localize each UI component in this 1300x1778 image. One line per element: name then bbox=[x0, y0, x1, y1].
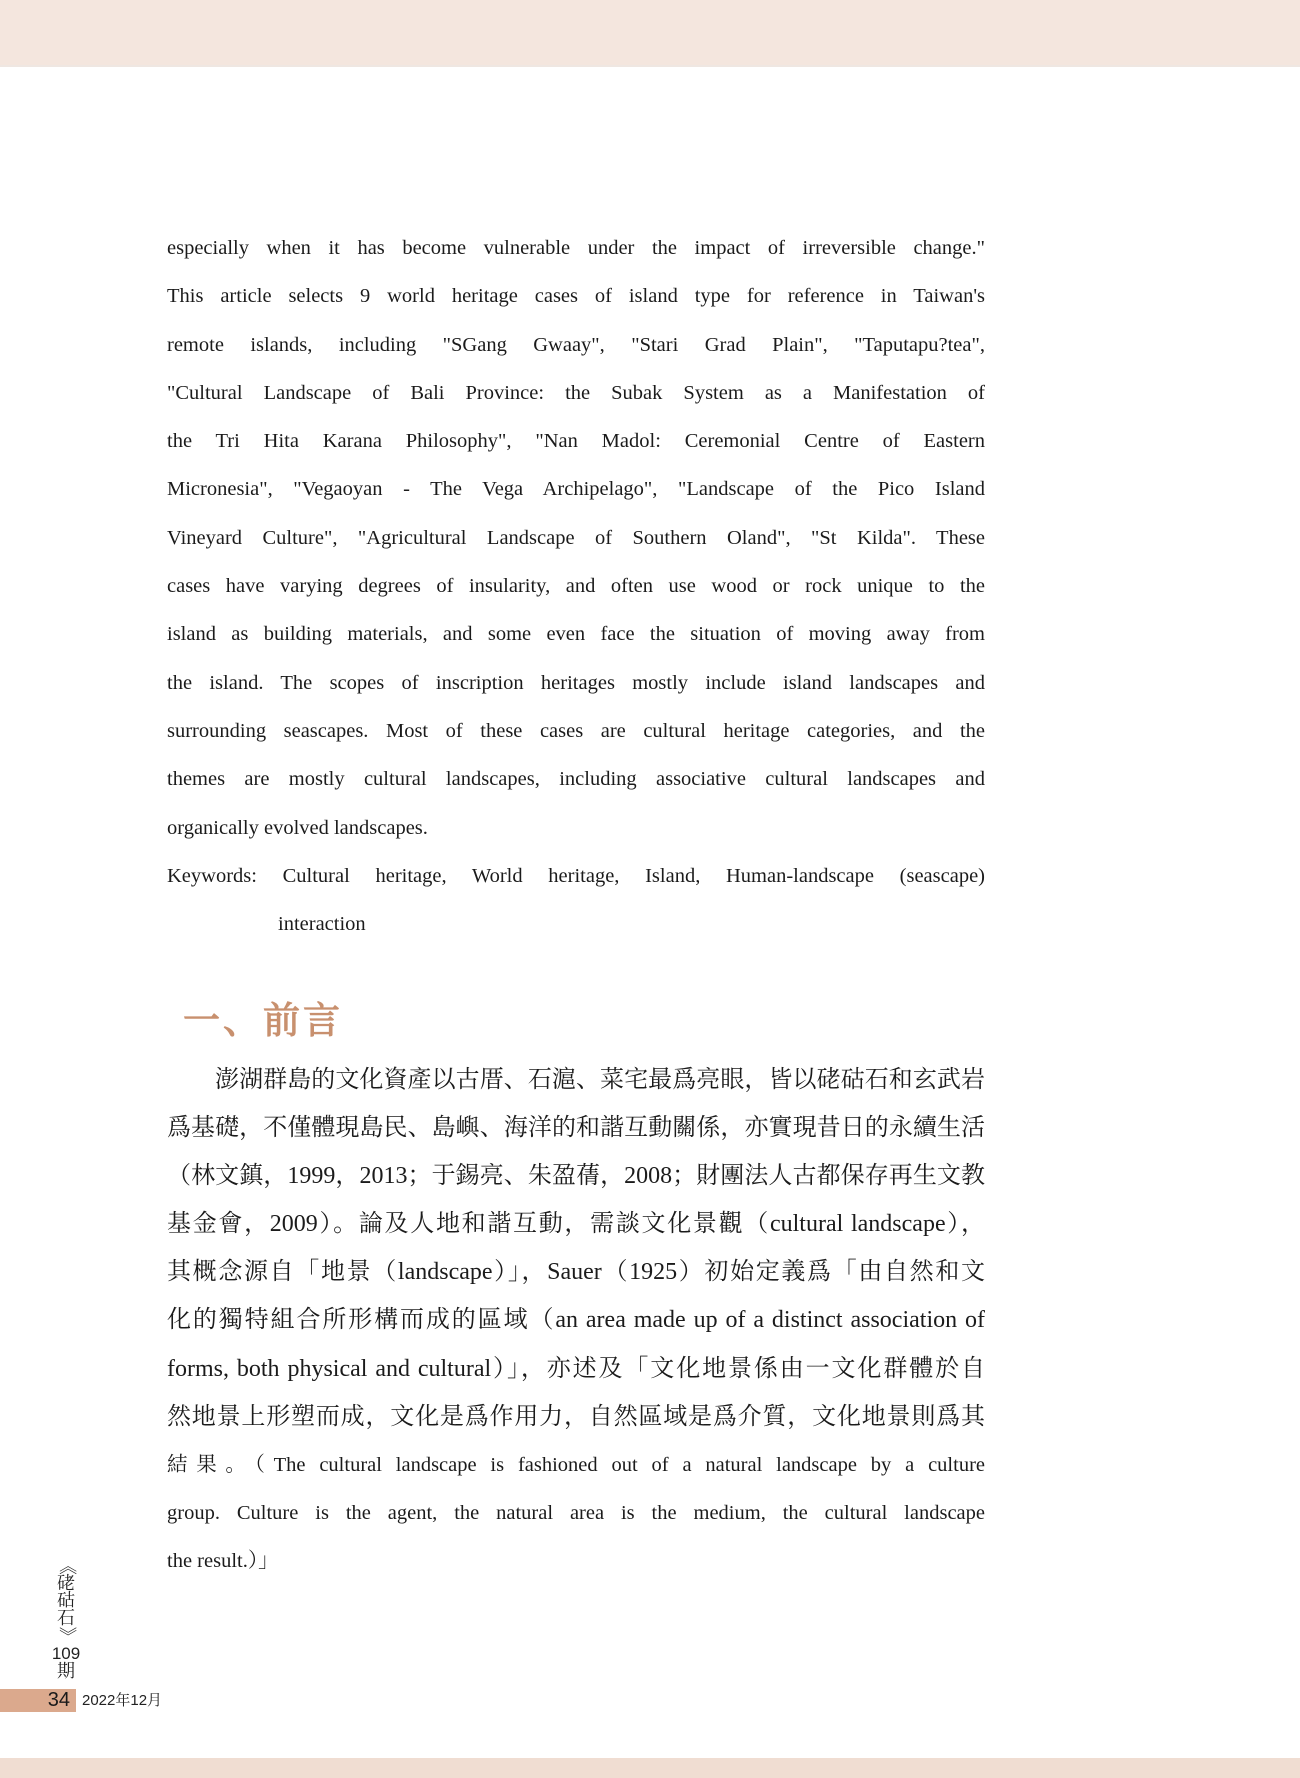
journal-title-char: 》 bbox=[56, 1626, 77, 1645]
abstract-line: This article selects 9 world heritage cases of island type for reference in Taiwan's bbox=[167, 285, 985, 308]
journal-title-vertical bbox=[50, 1557, 82, 1645]
keywords-lines bbox=[167, 852, 985, 949]
intro-line: 澎湖群島的文化資產以古厝、石滬、菜宅最爲亮眼，皆以硓𥑮石和玄武岩 bbox=[215, 1067, 985, 1093]
intro-line: 其概念源自「地景（landscape）」，Sauer（1925）初始定義爲「由自然和文 bbox=[167, 1259, 985, 1286]
abstract-line: "Cultural Landscape of Bali Province: the Subak System as a Manifestation of bbox=[167, 381, 985, 404]
abstract-line: island as building materials, and some even face the situation of moving away from bbox=[167, 623, 985, 646]
abstract-line: themes are mostly cultural landscapes, including associative cultural landscapes and bbox=[167, 768, 985, 791]
intro-line: 結果。（The cultural landscape is fashioned out of a natural landscape by a culture bbox=[167, 1453, 985, 1476]
intro-line: 然地景上形塑而成，文化是爲作用力，自然區域是爲介質，文化地景則爲其 bbox=[167, 1403, 985, 1430]
abstract-line: especially when it has become vulnerable under the impact of irreversible change." bbox=[167, 237, 985, 259]
intro-line: forms, both physical and cultural）」，亦述及「文化地景係由一文化群體於自 bbox=[167, 1355, 985, 1382]
abstract-paragraph bbox=[167, 224, 985, 948]
abstract-line: Micronesia", "Vegaoyan - The Vega Archipelago", "Landscape of the Pico Island bbox=[167, 478, 985, 501]
journal-title-chars bbox=[57, 1557, 75, 1645]
page-number: 34 bbox=[47, 1689, 70, 1711]
intro-line: （林文鎮，1999，2013；于錫亮、朱盈蒨，2008；財團法人古都保存再生文教 bbox=[167, 1163, 985, 1190]
top-header-bar bbox=[0, 0, 1300, 67]
issue-number: 109 bbox=[51, 1644, 81, 1663]
section-heading-intro: 一、前言 bbox=[183, 1000, 343, 1041]
intro-line: group. Culture is the agent, the natural area is the medium, the cultural landscape bbox=[167, 1501, 985, 1524]
abstract-line: Vineyard Culture", "Agricultural Landscape of Southern Oland", "St Kilda". These bbox=[167, 526, 985, 549]
abstract-lines bbox=[167, 224, 985, 852]
journal-title-char: 石 bbox=[57, 1607, 75, 1628]
abstract-line: the Tri Hita Karana Philosophy", "Nan Madol: Ceremonial Centre of Eastern bbox=[167, 430, 985, 453]
page-number-box bbox=[0, 1689, 76, 1712]
intro-line: 基金會，2009）。論及人地和諧互動，需談文化景觀（cultural landscape）， bbox=[167, 1211, 985, 1238]
intro-line: 爲基礎，不僅體現島民、島嶼、海洋的和諧互動關係，亦實現昔日的永續生活 bbox=[167, 1115, 985, 1142]
abstract-line: remote islands, including "SGang Gwaay", "Stari Grad Plain", "Taputapu?tea", bbox=[167, 333, 985, 356]
intro-line: the result.）」 bbox=[167, 1549, 279, 1572]
keywords-line: Keywords: Cultural heritage, World heritage, Island, Human-landscape (seascape) bbox=[167, 864, 985, 887]
issue-unit: 期 bbox=[57, 1661, 75, 1681]
journal-title-char: 𥑮 bbox=[57, 1590, 75, 1610]
bottom-footer-bar bbox=[0, 1758, 1300, 1778]
abstract-line: surrounding seascapes. Most of these cases are cultural heritage categories, and the bbox=[167, 719, 985, 742]
journal-title-char: 硓 bbox=[57, 1572, 75, 1593]
abstract-line: organically evolved landscapes. bbox=[167, 816, 428, 839]
journal-title-char: 《 bbox=[56, 1556, 77, 1575]
keywords-line: interaction bbox=[278, 913, 366, 936]
intro-paragraph bbox=[167, 1056, 985, 1585]
intro-line: 化的獨特組合所形構而成的區域（an area made up of a distinct association of bbox=[167, 1307, 985, 1334]
intro-lines bbox=[167, 1056, 985, 1585]
abstract-line: the island. The scopes of inscription heritages mostly include island landscapes and bbox=[167, 671, 985, 694]
footer-date: 2022年12月 bbox=[82, 1692, 163, 1709]
abstract-line: cases have varying degrees of insularity, and often use wood or rock unique to the bbox=[167, 575, 985, 598]
